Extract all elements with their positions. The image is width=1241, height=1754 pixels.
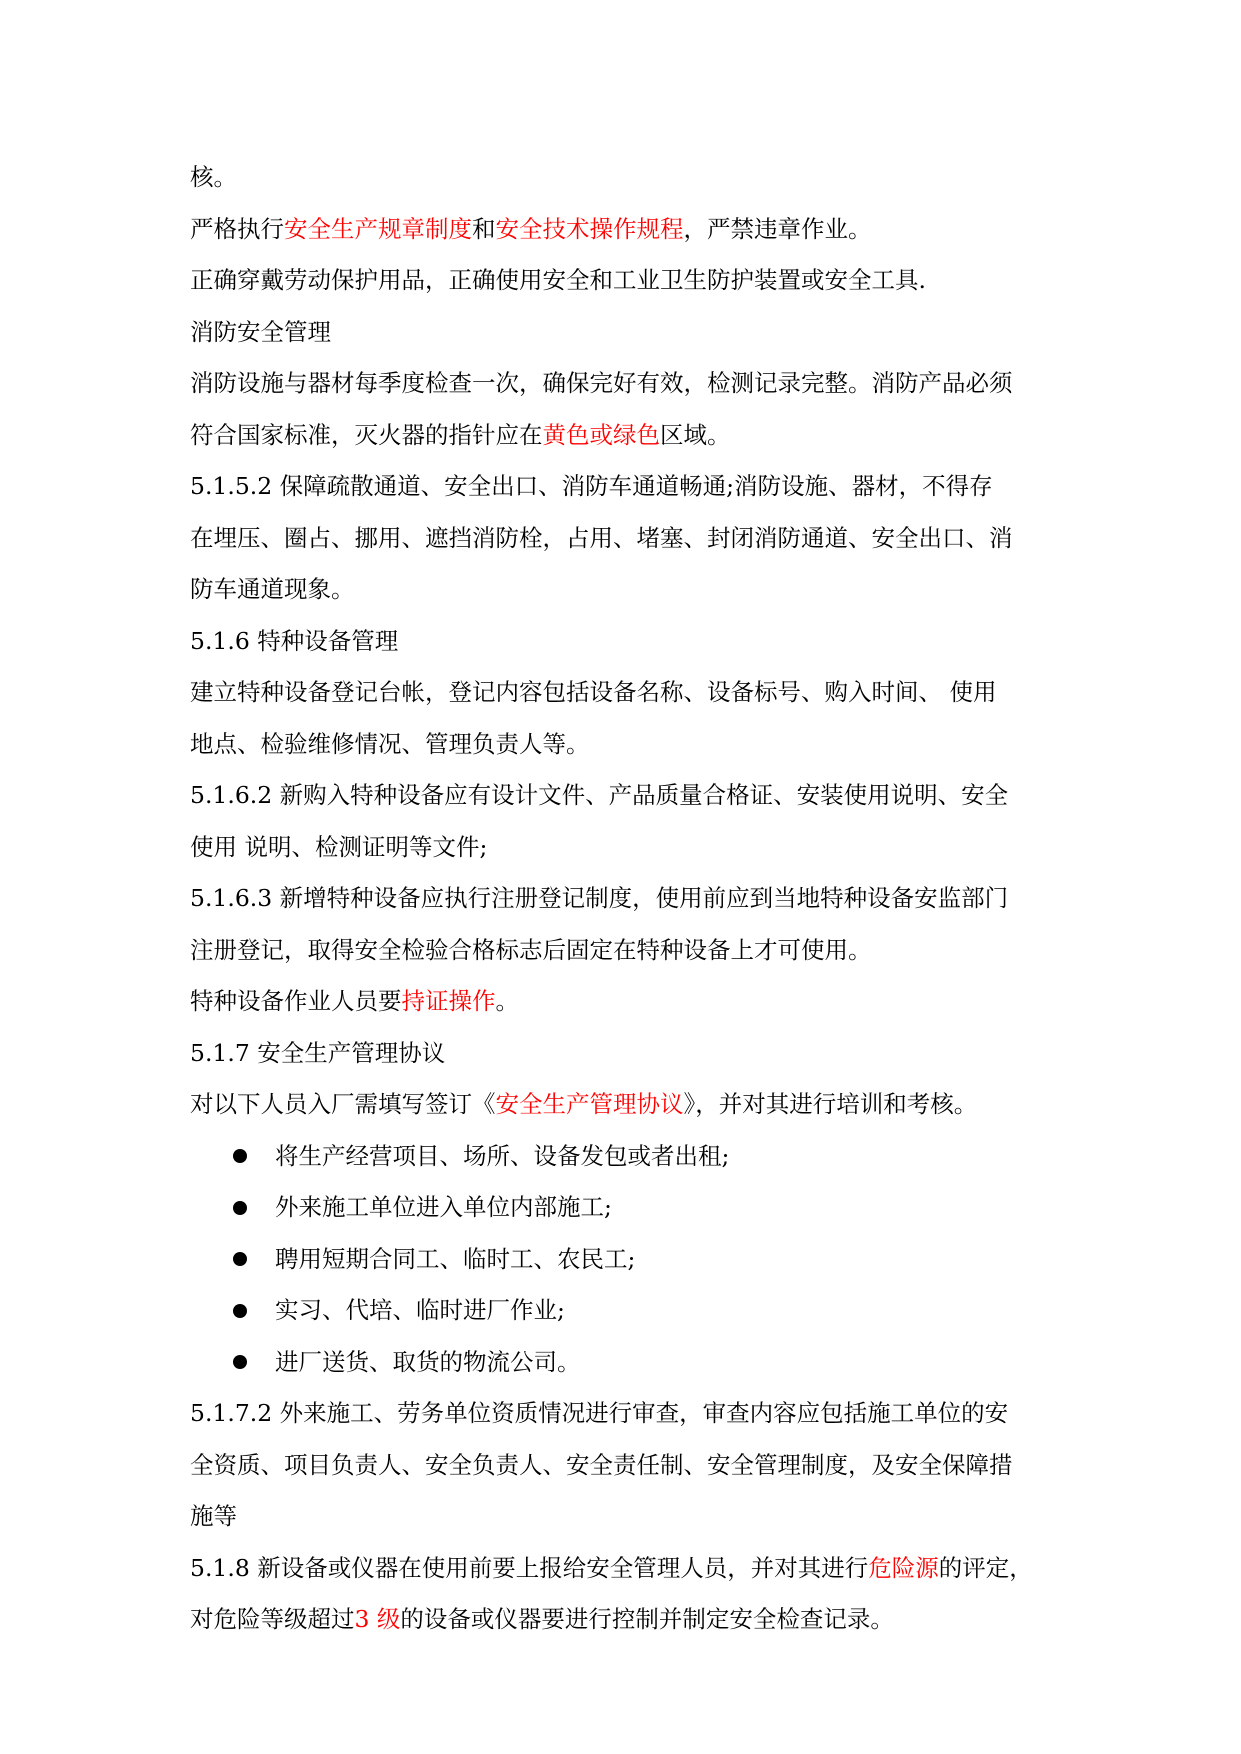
- text-line: [190, 152, 1060, 204]
- text-segment: 注册登记，取得安全检验合格标志后固定在特种设备上才可使用。: [190, 935, 872, 964]
- text-line: [190, 925, 1060, 977]
- text-segment: 5.1.7 安全生产管理协议: [190, 1038, 446, 1067]
- highlighted-text: 安全生产规章制度: [284, 214, 472, 243]
- text-segment: 将生产经营项目、场所、设备发包或者出租;: [275, 1141, 730, 1170]
- text-segment: 防车通道现象。: [190, 575, 355, 603]
- text-segment: 全资质、项目负责人、安全负责人、安全责任制、安全管理制度，及安全保障措: [190, 1450, 1013, 1479]
- highlighted-text: 黄色或绿色: [542, 420, 660, 449]
- text-line: [190, 307, 1060, 359]
- highlighted-text: 3 级: [354, 1605, 401, 1633]
- text-segment: 消防设施与器材每季度检查一次，确保完好有效，检测记录完整。消防产品必须: [190, 369, 1013, 397]
- text-line: [190, 822, 1060, 874]
- text-segment: 对危险等级超过: [190, 1605, 355, 1633]
- bullet-dot-icon: [233, 1201, 247, 1215]
- bullet-dot-icon: [233, 1304, 247, 1318]
- text-line: [190, 513, 1060, 565]
- text-segment: 外来施工单位进入单位内部施工;: [275, 1193, 612, 1221]
- highlighted-text: 安全技术操作规程: [495, 214, 684, 243]
- text-segment: 》，并对其进行培训和考核。: [683, 1090, 978, 1118]
- text-line: [190, 1491, 1060, 1543]
- text-line: [190, 204, 1060, 256]
- text-segment: 聘用短期合同工、临时工、农民工;: [275, 1244, 636, 1273]
- document-body: [190, 152, 1060, 1646]
- bullet-list-item: [190, 1182, 1060, 1234]
- text-segment: 5.1.6.3 新增特种设备应执行注册登记制度，使用前应到当地特种设备安监部门: [190, 884, 1009, 912]
- bullet-dot-icon: [233, 1252, 247, 1266]
- highlighted-text: 危险源: [868, 1553, 939, 1582]
- text-line: [190, 976, 1060, 1028]
- text-segment: 符合国家标准，灭火器的指针应在: [190, 420, 543, 449]
- text-line: [190, 1440, 1060, 1492]
- text-line: [190, 1388, 1060, 1440]
- text-segment: 和: [472, 214, 496, 243]
- text-line: [190, 616, 1060, 668]
- text-segment: 5.1.5.2 保障疏散通道、安全出口、消防车通道畅通;消防设施、器材，不得存: [190, 472, 993, 500]
- text-segment: 消防安全管理: [190, 317, 331, 346]
- text-line: [190, 358, 1060, 410]
- text-line: [190, 461, 1060, 513]
- text-line: [190, 255, 1060, 307]
- text-line: [190, 1079, 1060, 1131]
- text-segment: 区域。: [660, 420, 731, 449]
- bullet-list-item: [190, 1285, 1060, 1337]
- text-line: [190, 564, 1060, 616]
- bullet-list-item: [190, 1337, 1060, 1389]
- text-segment: 5.1.7.2 外来施工、劳务单位资质情况进行审查，审查内容应包括施工单位的安: [190, 1399, 1009, 1427]
- text-segment: 严格执行: [190, 214, 284, 243]
- text-line: [190, 1543, 1060, 1595]
- text-line: [190, 1594, 1060, 1646]
- text-segment: 正确穿戴劳动保护用品，正确使用安全和工业卫生防护装置或安全工具.: [190, 266, 926, 294]
- text-line: [190, 770, 1060, 822]
- highlighted-text: 安全生产管理协议: [495, 1090, 684, 1118]
- text-line: [190, 667, 1060, 719]
- text-segment: 实习、代培、临时进厂作业;: [275, 1296, 565, 1324]
- text-segment: 进厂送货、取货的物流公司。: [275, 1347, 581, 1376]
- text-line: [190, 873, 1060, 925]
- text-segment: ，严禁违章作业。: [683, 214, 872, 243]
- text-line: [190, 410, 1060, 462]
- text-segment: 在埋压、圈占、挪用、遮挡消防栓，占用、堵塞、封闭消防通道、安全出口、消: [190, 523, 1013, 552]
- text-segment: 5.1.6 特种设备管理: [190, 626, 399, 655]
- text-segment: 建立特种设备登记台帐，登记内容包括设备名称、设备标号、购入时间、 使用: [190, 678, 997, 706]
- bullet-dot-icon: [233, 1355, 247, 1369]
- bullet-list-item: [190, 1131, 1060, 1183]
- text-segment: 特种设备作业人员要: [190, 987, 402, 1015]
- text-segment: 对以下人员入厂需填写签订《: [190, 1090, 496, 1118]
- text-segment: 5.1.8 新设备或仪器在使用前要上报给安全管理人员，并对其进行: [190, 1553, 869, 1582]
- text-segment: 。: [495, 987, 519, 1015]
- text-segment: 核。: [190, 163, 237, 191]
- text-line: [190, 719, 1060, 771]
- bullet-dot-icon: [233, 1149, 247, 1163]
- text-segment: 5.1.6.2 新购入特种设备应有设计文件、产品质量合格证、安装使用说明、安全: [190, 781, 1009, 809]
- text-segment: 施等: [190, 1502, 237, 1530]
- text-line: [190, 1028, 1060, 1080]
- text-segment: 的评定，: [938, 1553, 1033, 1582]
- text-segment: 地点、检验维修情况、管理负责人等。: [190, 729, 590, 758]
- text-segment: 使用 说明、检测证明等文件;: [190, 832, 488, 861]
- bullet-list-item: [190, 1234, 1060, 1286]
- text-segment: 的设备或仪器要进行控制并制定安全检查记录。: [400, 1605, 894, 1633]
- highlighted-text: 持证操作: [401, 987, 496, 1015]
